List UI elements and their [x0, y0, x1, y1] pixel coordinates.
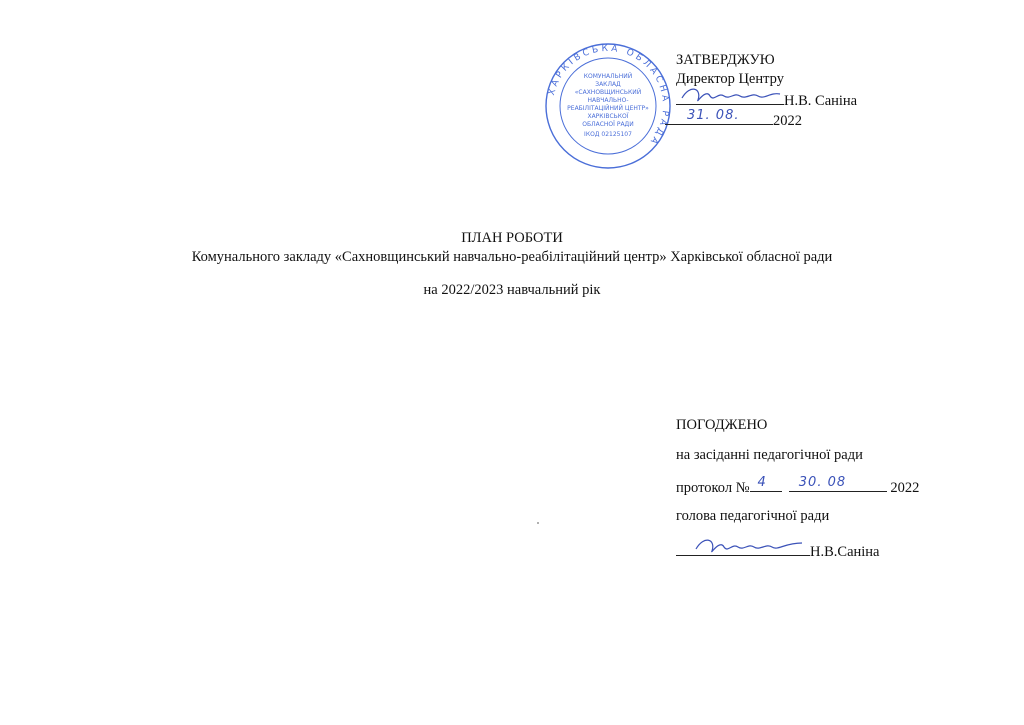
protocol-year: 2022	[890, 480, 920, 496]
handwritten-signature-icon	[676, 537, 810, 555]
svg-text:КОМУНАЛЬНИЙ: КОМУНАЛЬНИЙ	[583, 73, 633, 80]
signature-blank	[676, 90, 784, 105]
stray-dot	[537, 522, 539, 524]
plan-subtitle: Комунального закладу «Сахновщинський навчально-реабілітаційний центр» Харківської обласної ради	[191, 249, 833, 265]
protocol-number: 4	[757, 475, 767, 490]
approval-name: Н.В. Саніна	[784, 93, 858, 109]
svg-text:ІКОД 02125107: ІКОД 02125107	[584, 131, 632, 138]
approval-position: Директор Центру	[676, 71, 784, 87]
protocol-date-blank	[789, 477, 887, 492]
approval-title: ЗАТВЕРДЖУЮ	[676, 52, 775, 68]
svg-text:ОБЛАСНОЇ РАДИ: ОБЛАСНОЇ РАДИ	[582, 121, 634, 128]
approval-date-line	[665, 110, 802, 130]
plan-year: на 2022/2023 навчальний рік	[423, 282, 601, 298]
agreed-meeting: на засіданні педагогічної ради	[676, 447, 863, 463]
handwritten-signature-icon	[676, 86, 784, 104]
svg-text:ХАРКІВСЬКА ОБЛАСНА РАДА: ХАРКІВСЬКА ОБЛАСНА РАДА	[547, 43, 671, 148]
protocol-number-blank	[750, 477, 782, 492]
approval-year: 2022	[773, 113, 802, 129]
handwritten-date: 31. 08.	[687, 108, 740, 123]
agreed-signature-line	[676, 541, 879, 561]
date-blank	[665, 110, 773, 125]
svg-text:РЕАБІЛІТАЦІЙНИЙ ЦЕНТР»: РЕАБІЛІТАЦІЙНИЙ ЦЕНТР»	[567, 105, 649, 112]
agreed-head: голова педагогічної ради	[676, 508, 830, 524]
svg-text:«САХНОВЩИНСЬКИЙ: «САХНОВЩИНСЬКИЙ	[574, 89, 642, 96]
head-name: Н.В.Саніна	[810, 544, 880, 560]
agreed-protocol-line	[676, 477, 919, 497]
agreed-title: ПОГОДЖЕНО	[676, 417, 768, 433]
head-signature-blank	[676, 541, 810, 556]
svg-text:ХАРКІВСЬКОЇ: ХАРКІВСЬКОЇ	[587, 113, 629, 120]
svg-text:ЗАКЛАД: ЗАКЛАД	[595, 81, 621, 88]
protocol-prefix: протокол №	[676, 480, 750, 496]
official-stamp	[542, 40, 674, 172]
protocol-date: 30. 08	[798, 475, 847, 490]
plan-title: ПЛАН РОБОТИ	[461, 230, 563, 246]
svg-text:НАВЧАЛЬНО-: НАВЧАЛЬНО-	[587, 97, 629, 104]
